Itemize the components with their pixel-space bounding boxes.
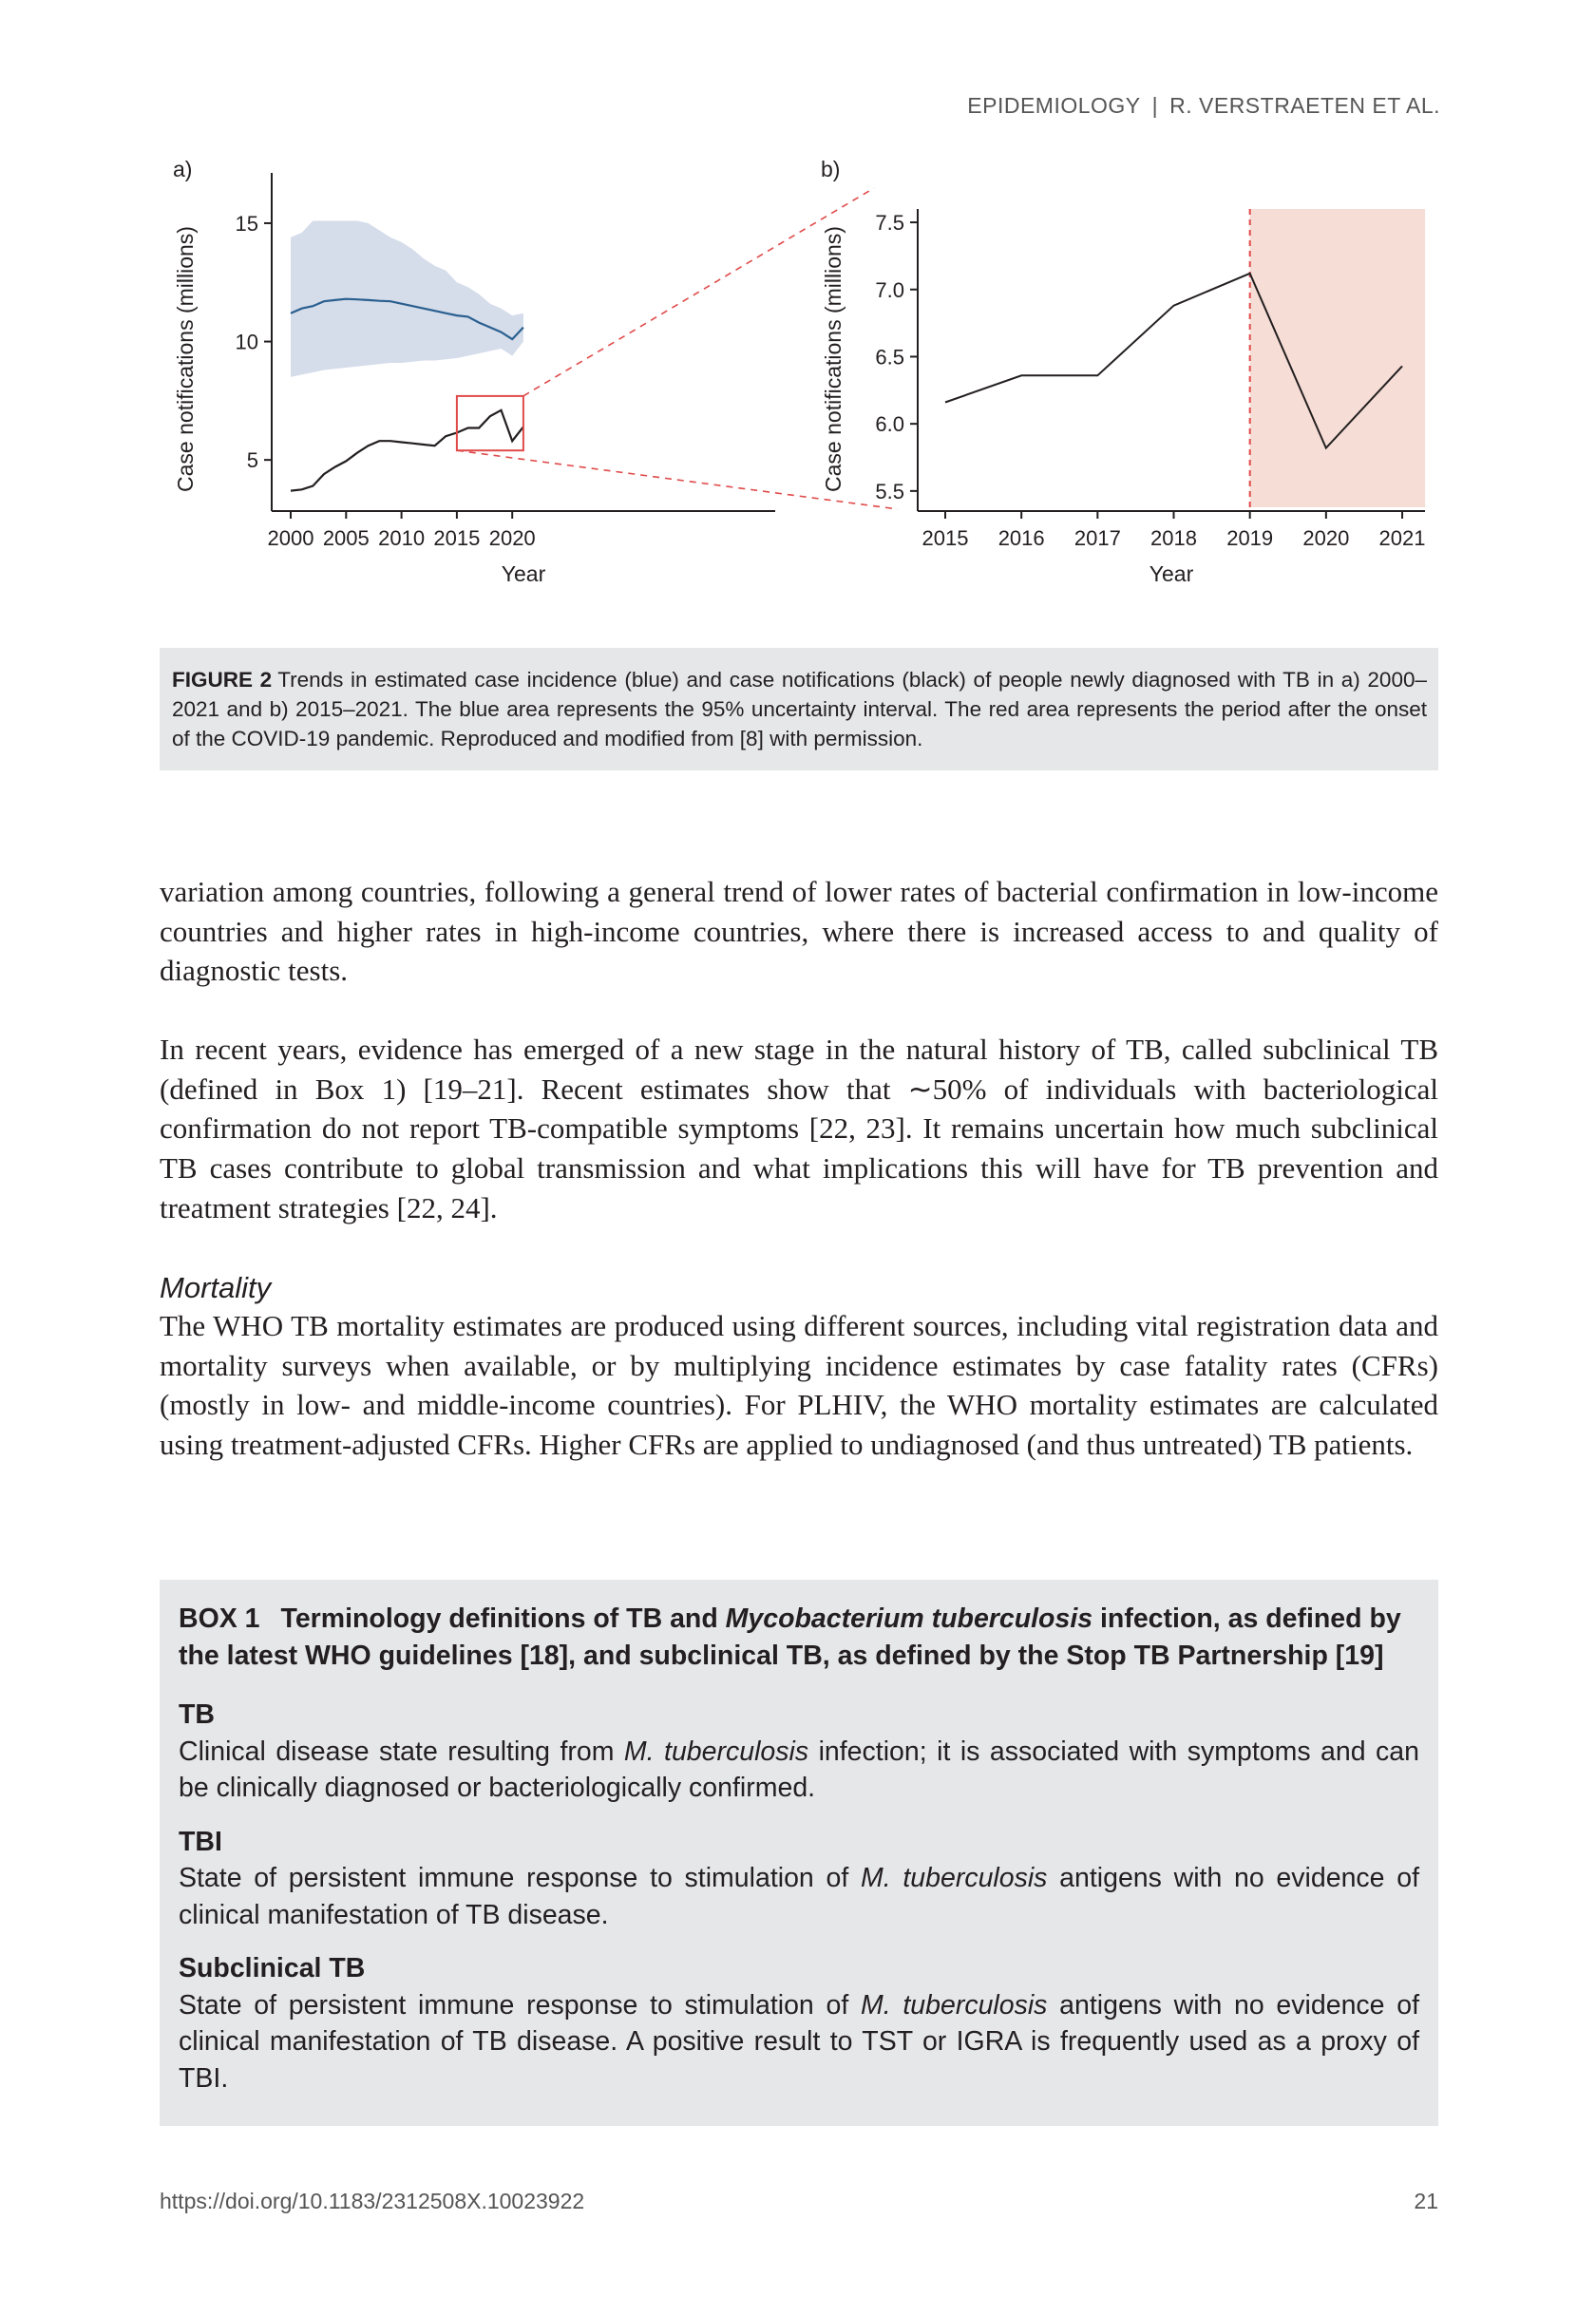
term-def-text: antigens with no evidence of clinical manifestation of TB disease. A positive result to TST or IGRA is frequently used as a proxy of TBI. bbox=[179, 1989, 1420, 2094]
section-label: EPIDEMIOLOGY bbox=[967, 93, 1141, 118]
covid-shaded-region bbox=[1250, 209, 1425, 507]
term-def-text: State of persistent immune response to stimulation of bbox=[179, 1989, 861, 2021]
caption-text: Trends in estimated case incidence (blue) and case notifications (black) of people newly diagnosed with TB in a) 2000–2021 and b) 2015–2021. The blue area represents the 95% uncertainty interval. The red area represents the period after the onset of the COVID-19 pandemic. Reproduced and modified from [8] with permission. bbox=[172, 668, 1427, 750]
paragraph-mortality: The WHO TB mortality estimates are produced using different sources, including vital registration data and mortality surveys when available, or by multiplying incidence estimates by case fatality rates (CFRs) (mostly in low- and middle-income countries). For PLHIV, the WHO mortality estimates are calculated using treatment-adjusted CFRs. Higher CFRs are applied to undiagnosed (and thus untreated) TB patients. bbox=[160, 1309, 1438, 1462]
term-definition bbox=[179, 1987, 1419, 2097]
panel-a-chart bbox=[173, 157, 775, 586]
y-tick-label-a: 15 bbox=[235, 211, 258, 236]
box-title-italic: Mycobacterium tuberculosis bbox=[725, 1603, 1093, 1634]
term-definition bbox=[179, 1734, 1419, 1807]
footer-doi: https://doi.org/10.1183/2312508X.10023922 bbox=[160, 2189, 585, 2213]
y-tick-label-a: 10 bbox=[235, 330, 258, 354]
x-axis-label-b: Year bbox=[1149, 561, 1194, 586]
term-def-italic: M. tuberculosis bbox=[860, 1863, 1048, 1893]
zoom-box bbox=[457, 396, 523, 450]
y-tick-label-b: 5.5 bbox=[875, 479, 904, 503]
x-tick-label-a: 2000 bbox=[267, 526, 314, 550]
term-def-text: infection; it is associated with symptoms and can be clinically diagnosed or bacteriologically confirmed. bbox=[179, 1736, 1419, 1803]
x-tick-label-a: 2005 bbox=[322, 526, 370, 550]
x-tick-label-a: 2010 bbox=[378, 526, 426, 550]
figure-2-charts bbox=[152, 152, 1444, 608]
x-tick-label-b: 2018 bbox=[1150, 526, 1197, 550]
y-axis-label-b: Case notifications (millions) bbox=[821, 226, 846, 492]
y-axis-label-a: Case notifications (millions) bbox=[173, 226, 198, 492]
running-head bbox=[967, 93, 1440, 119]
y-tick-label-b: 6.5 bbox=[875, 345, 904, 370]
box-1 bbox=[160, 1580, 1438, 2126]
y-tick-label-b: 7.0 bbox=[875, 277, 904, 302]
x-tick-label-b: 2019 bbox=[1226, 526, 1274, 550]
panel-b-chart bbox=[821, 157, 1425, 586]
panel-b-label: b) bbox=[821, 157, 841, 181]
x-tick-label-a: 2015 bbox=[433, 526, 481, 550]
uncertainty-band bbox=[291, 221, 523, 377]
term-def-italic: M. tuberculosis bbox=[860, 1989, 1048, 2021]
box-number: BOX 1 bbox=[179, 1603, 260, 1634]
x-tick-label-b: 2016 bbox=[998, 526, 1045, 550]
panel-a-label: a) bbox=[173, 157, 193, 181]
term-def-text: antigens with no evidence of clinical manifestation of TB disease. bbox=[179, 1863, 1420, 1930]
term-tbi bbox=[179, 1824, 1419, 1934]
figure-caption bbox=[160, 648, 1438, 770]
box-title-part1: Terminology definitions of TB and bbox=[280, 1603, 726, 1634]
figure-2 bbox=[152, 152, 1444, 608]
x-tick-label-b: 2020 bbox=[1302, 526, 1350, 550]
term-name: TB bbox=[179, 1699, 215, 1730]
x-tick-label-a: 2020 bbox=[488, 526, 536, 550]
box-title bbox=[179, 1601, 1419, 1674]
y-tick-label-b: 6.0 bbox=[875, 412, 904, 437]
x-axis-label-a: Year bbox=[501, 561, 546, 586]
paragraph-diagnostic-access: variation among countries, following a general trend of lower rates of bacterial confirmation in low-income countries and higher rates in high-income countries, where there is increased access to and quality of diagnostic tests. bbox=[160, 875, 1438, 988]
term-name: Subclinical TB bbox=[179, 1953, 366, 1983]
author-label: R. VERSTRAETEN ET AL. bbox=[1169, 93, 1440, 118]
y-tick-label-b: 7.5 bbox=[875, 211, 904, 236]
x-tick-label-b: 2015 bbox=[922, 526, 969, 550]
term-name: TBI bbox=[179, 1826, 222, 1857]
page-number: 21 bbox=[1414, 2189, 1438, 2213]
x-tick-label-b: 2021 bbox=[1378, 526, 1426, 550]
subheading-mortality: Mortality bbox=[160, 1271, 272, 1304]
term-def-text: State of persistent immune response to stimulation of bbox=[179, 1863, 861, 1893]
header-separator: | bbox=[1151, 93, 1159, 118]
box-title-part2: infection, as defined by the latest WHO guidelines [18], and subclinical TB, as defined by the Stop TB Partnership [19] bbox=[179, 1603, 1401, 1671]
term-def-italic: M. tuberculosis bbox=[623, 1736, 809, 1767]
term-definition bbox=[179, 1860, 1419, 1933]
caption-label: FIGURE 2 bbox=[172, 668, 273, 692]
y-tick-label-a: 5 bbox=[246, 448, 258, 473]
paragraph-subclinical-tb: In recent years, evidence has emerged of a new stage in the natural history of TB, called subclinical TB (defined in Box 1) [19–21]. Recent estimates show that ∼50% of individuals with bacteriological confirmation do not report TB-compatible symptoms [22, 23]. It remains uncertain how much subclinical TB cases contribute to global transmission and what implications this will have for TB prevention and treatment strategies [22, 24]. bbox=[160, 1033, 1438, 1224]
term-def-text: Clinical disease state resulting from bbox=[179, 1736, 624, 1767]
x-tick-label-b: 2017 bbox=[1074, 526, 1121, 550]
term-subclinical-tb bbox=[179, 1950, 1419, 2097]
term-tb bbox=[179, 1697, 1419, 1807]
